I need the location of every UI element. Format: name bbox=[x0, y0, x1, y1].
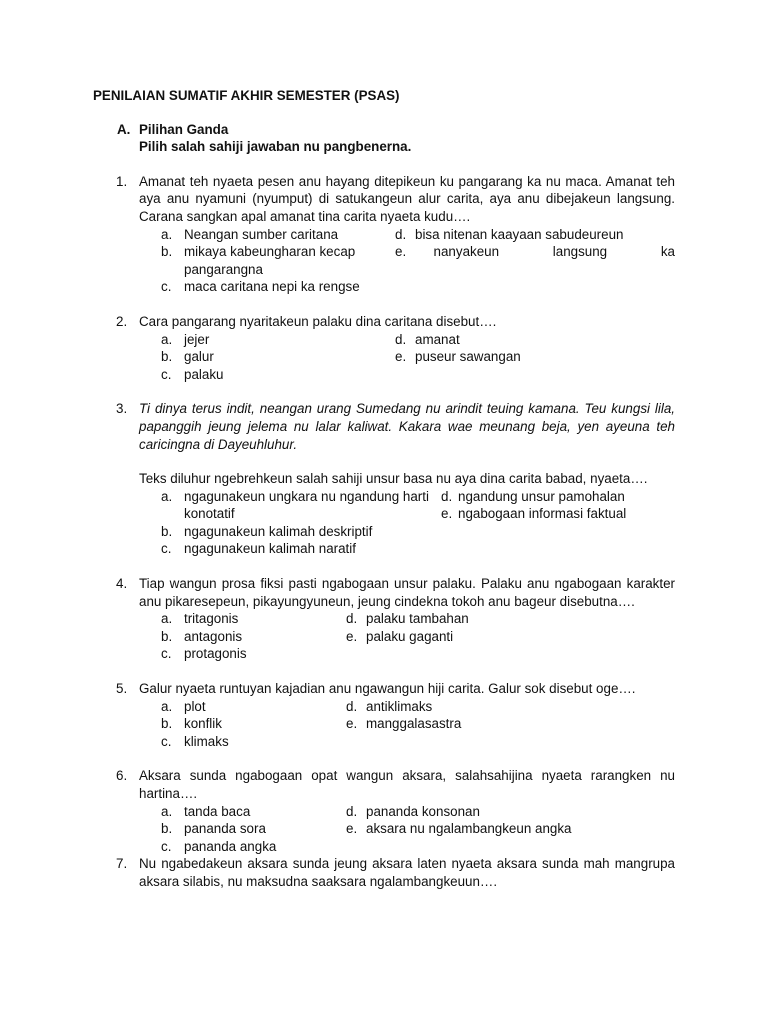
section-instruction: Pilih salah sahiji jawaban nu pangbenerna. bbox=[139, 139, 412, 155]
option-c[interactable]: c. protagonis bbox=[161, 646, 247, 662]
option-c[interactable]: c. maca caritana nepi ka rengse bbox=[161, 279, 360, 295]
option-b[interactable]: b. pananda sora bbox=[161, 821, 266, 837]
question-5 bbox=[93, 680, 675, 750]
option-c[interactable]: c. ngagunakeun kalimah naratif bbox=[161, 541, 356, 557]
question-number: 1. bbox=[116, 173, 128, 189]
question-number: 2. bbox=[116, 313, 128, 329]
question-text: Tiap wangun prosa fiksi pasti ngabogaan unsur palaku. Palaku anu ngabogaan karakter anu pikaresepeun, pikayungyuneun, jeung cindekna tokoh anu bageur disebutna…. bbox=[139, 576, 675, 609]
option-d[interactable]: d. palaku tambahan bbox=[346, 611, 469, 627]
section-heading: Pilihan Ganda bbox=[139, 121, 229, 137]
option-b[interactable]: b. galur bbox=[161, 349, 214, 365]
option-e[interactable]: e. puseur sawangan bbox=[395, 349, 521, 365]
options bbox=[161, 488, 675, 558]
option-a[interactable]: a. jejer bbox=[161, 331, 210, 347]
option-a[interactable]: a. Neangan sumber caritana bbox=[161, 226, 339, 242]
question-text: Nu ngabedakeun aksara sunda jeung aksara laten nyaeta aksara sunda mah mangrupa aksara silabis, nu maksudna saaksara ngalambangkeuun…. bbox=[139, 856, 675, 889]
question-number: 6. bbox=[116, 768, 128, 784]
question-text: Teks diluhur ngebrehkeun salah sahiji unsur basa nu aya dina carita babad, nyaeta…. bbox=[139, 471, 648, 487]
question-2 bbox=[93, 313, 675, 383]
option-e[interactable]: e. manggalasastra bbox=[346, 716, 462, 732]
question-text: Amanat teh nyaeta pesen anu hayang ditepikeun ku pangarang ka nu maca. Amanat teh aya anu nyamuni (nyumput) di satukangeun alur carita, aya anu dibejakeun langsung. Carana sangkan apal amanat tina carita nyaeta kudu…. bbox=[139, 173, 675, 224]
option-d[interactable]: d. amanat bbox=[395, 331, 460, 347]
option-b[interactable]: b. mikaya kabeungharan kecap pangarangna bbox=[161, 244, 356, 277]
question-7 bbox=[93, 855, 675, 890]
option-d[interactable]: d. ngandung unsur pamohalan bbox=[441, 488, 625, 504]
question-number: 7. bbox=[116, 856, 128, 872]
option-e[interactable]: e. nanyakeun langsung ka bbox=[395, 244, 675, 260]
question-number: 4. bbox=[116, 576, 128, 592]
option-e[interactable]: e. palaku gaganti bbox=[346, 628, 454, 644]
options bbox=[161, 226, 675, 296]
option-a[interactable]: a. ngagunakeun ungkara nu ngandung harti konotatif bbox=[161, 488, 429, 522]
options bbox=[161, 610, 675, 663]
option-e[interactable]: e. ngabogaan informasi faktual bbox=[441, 506, 627, 522]
question-quote: Ti dinya terus indit, neangan urang Sumedang nu arindit teuing kamana. Teu kungsi lila, papanggih jeung jelema nu lalar kaliwat. Kakara wae meunang beja, yen ayeuna teh caricingna di Dayeuhluhur. bbox=[139, 401, 675, 452]
option-a[interactable]: a. tanda baca bbox=[161, 803, 251, 819]
document bbox=[93, 87, 675, 891]
question-number: 5. bbox=[116, 681, 128, 697]
options bbox=[161, 803, 675, 856]
option-d[interactable]: d. pananda konsonan bbox=[346, 803, 480, 819]
option-e[interactable]: e. aksara nu ngalambangkeun angka bbox=[346, 821, 572, 837]
question-3 bbox=[93, 400, 675, 558]
option-b[interactable]: b. antagonis bbox=[161, 628, 243, 644]
option-b[interactable]: b. ngagunakeun kalimah deskriptif bbox=[161, 523, 373, 539]
option-a[interactable]: a. plot bbox=[161, 698, 206, 714]
options bbox=[161, 331, 675, 384]
question-text: Aksara sunda ngabogaan opat wangun aksara, salahsahijina nyaeta rarangken nu hartina…. bbox=[139, 768, 675, 801]
question-4 bbox=[93, 575, 675, 663]
option-c[interactable]: c. pananda angka bbox=[161, 838, 277, 854]
section-letter: A. bbox=[117, 121, 131, 137]
option-c[interactable]: c. klimaks bbox=[161, 733, 229, 749]
option-c[interactable]: c. palaku bbox=[161, 366, 224, 382]
question-text: Cara pangarang nyaritakeun palaku dina caritana disebut…. bbox=[139, 313, 497, 329]
page-title: PENILAIAN SUMATIF AKHIR SEMESTER (PSAS) bbox=[93, 88, 400, 103]
option-a[interactable]: a. tritagonis bbox=[161, 611, 239, 627]
option-d[interactable]: d. bisa nitenan kaayaan sabudeureun bbox=[395, 226, 624, 242]
option-b[interactable]: b. konflik bbox=[161, 716, 222, 732]
question-1 bbox=[93, 173, 675, 296]
question-6 bbox=[93, 767, 675, 855]
question-text: Galur nyaeta runtuyan kajadian anu ngawangun hiji carita. Galur sok disebut oge…. bbox=[139, 681, 636, 697]
option-d[interactable]: d. antiklimaks bbox=[346, 698, 433, 714]
section-a bbox=[93, 121, 675, 156]
question-number: 3. bbox=[116, 401, 128, 417]
options bbox=[161, 698, 675, 751]
